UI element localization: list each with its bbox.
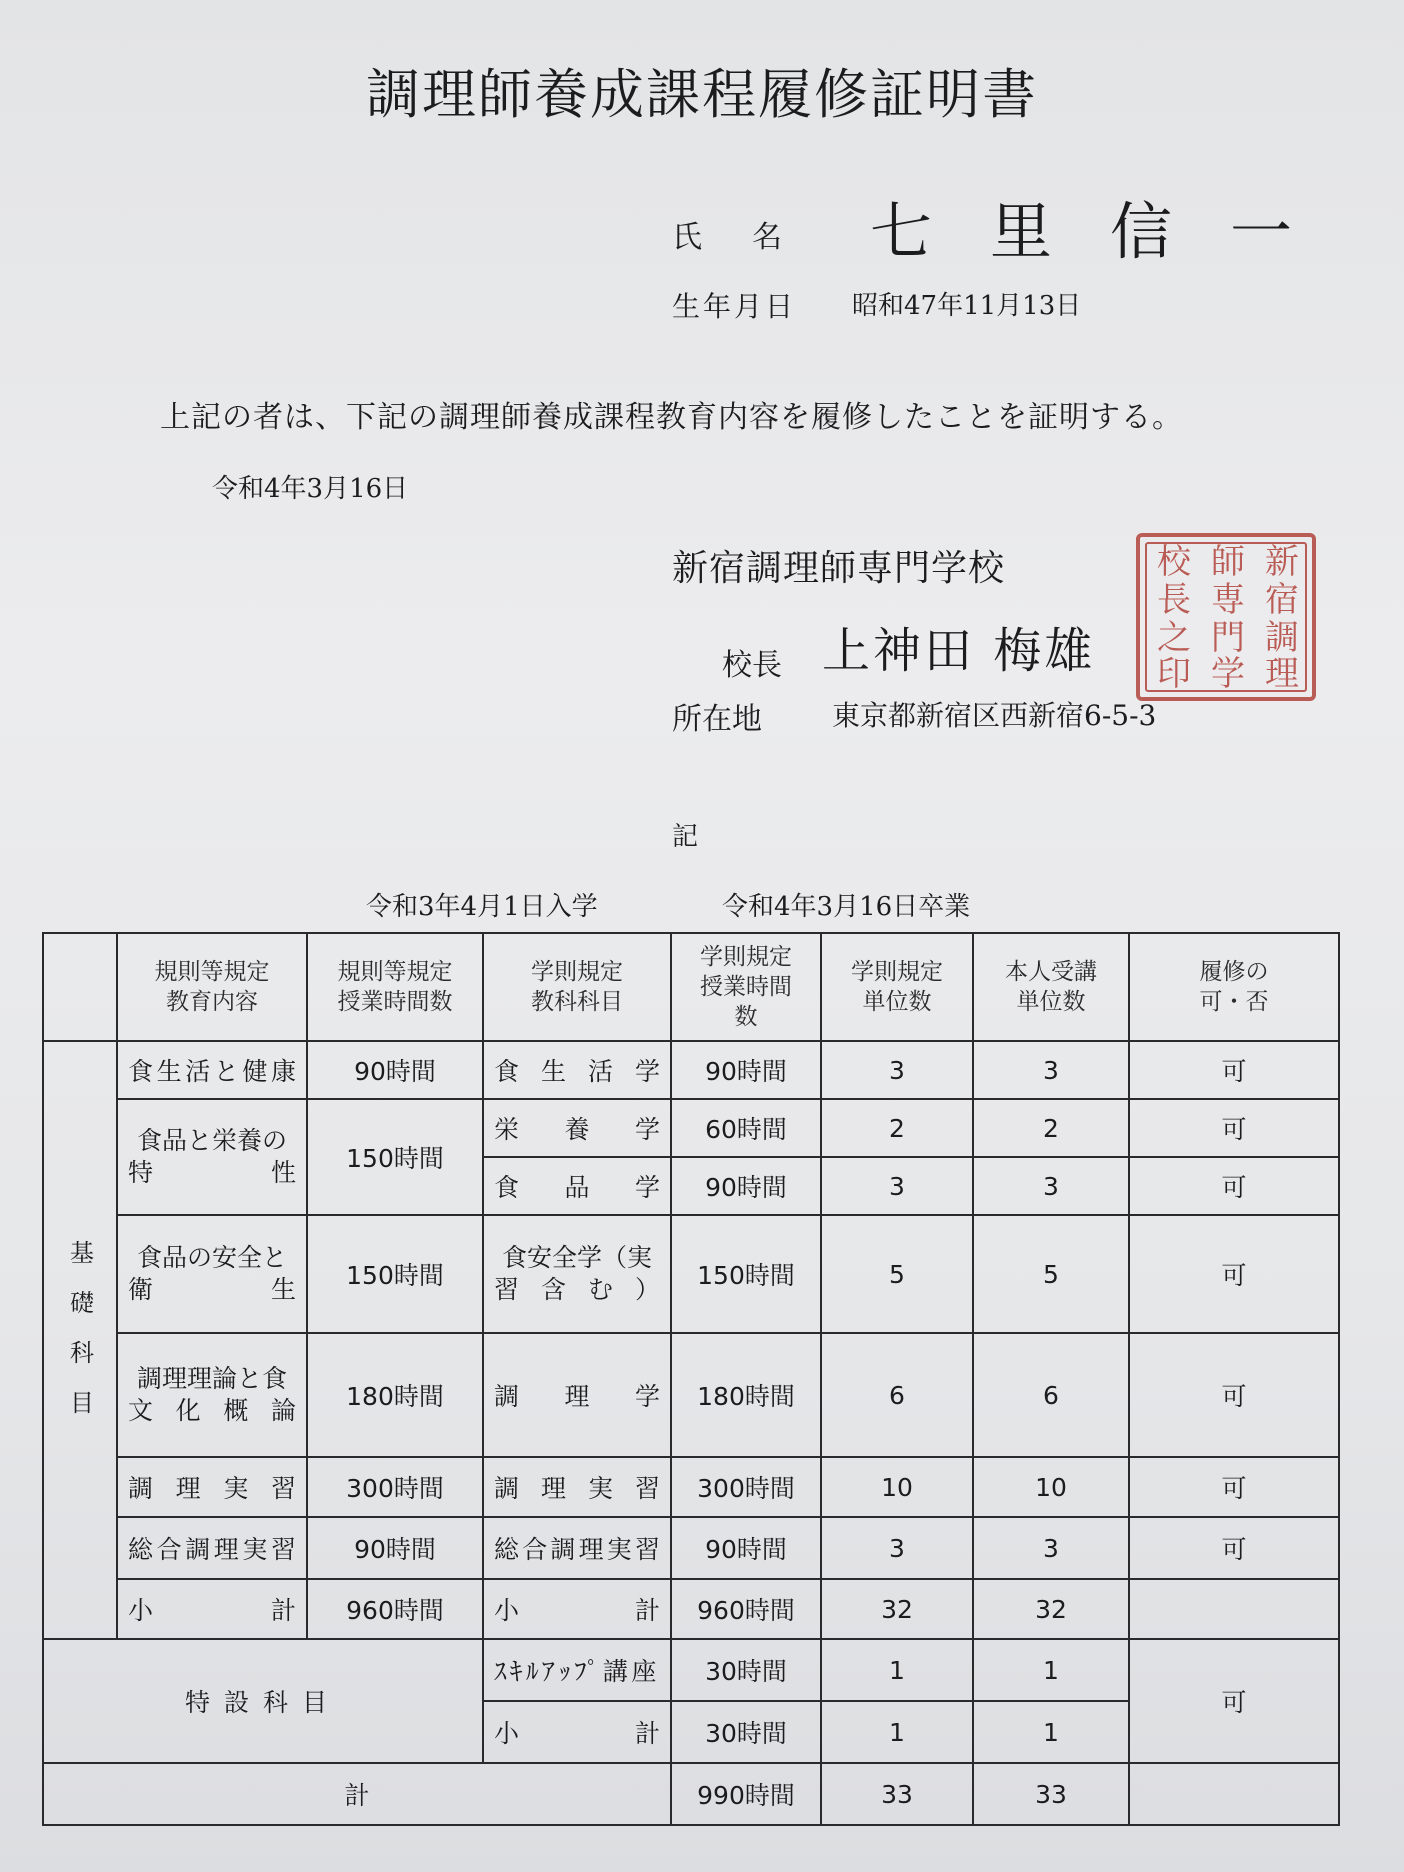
document-title: 調理師養成課程履修証明書 — [366, 63, 1038, 126]
student-name: 七里信一 — [870, 195, 1351, 268]
seal-character: 宿 — [1265, 580, 1299, 620]
birth-date-label: 生年月日 — [672, 290, 797, 323]
subject-cell: 小計 — [483, 1701, 671, 1763]
result-cell: 可 — [1129, 1457, 1339, 1517]
subject-cell: 食生活学 — [483, 1041, 671, 1099]
subject-hours-cell: 60時間 — [671, 1099, 821, 1157]
total-row — [43, 1763, 1339, 1825]
taken-cell: 2 — [973, 1099, 1129, 1157]
seal-character: 長 — [1157, 580, 1191, 620]
principal-label: 校長 — [722, 648, 782, 683]
result-cell: 可 — [1129, 1041, 1339, 1099]
result-cell: 可 — [1129, 1099, 1339, 1157]
record-marker: 記 — [672, 822, 699, 852]
taken-cell: 3 — [973, 1041, 1129, 1099]
content-cell: 食生活と健康 — [117, 1041, 307, 1099]
name-label: 氏名 — [672, 220, 832, 255]
seal-character: 印 — [1157, 654, 1191, 694]
subject-cell: 調理実習 — [483, 1457, 671, 1517]
hours-cell: 150時間 — [307, 1099, 483, 1215]
special-category-cell — [43, 1639, 483, 1763]
taken-cell: 6 — [973, 1333, 1129, 1457]
units-cell: 3 — [821, 1157, 973, 1215]
table-row — [43, 1457, 1339, 1517]
subject-hours-cell: 30時間 — [671, 1639, 821, 1701]
address-label: 所在地 — [672, 702, 762, 737]
seal-character: 師 — [1211, 542, 1245, 582]
table-row — [43, 1041, 1339, 1099]
enrollment-date: 令和3年4月1日入学 — [366, 892, 598, 922]
subject-hours-cell: 300時間 — [671, 1457, 821, 1517]
certification-statement: 上記の者は、下記の調理師養成課程教育内容を履修したことを証明する。 — [160, 400, 1183, 435]
result-cell: 可 — [1129, 1517, 1339, 1579]
seal-character: 調 — [1265, 618, 1299, 658]
subject-cell: 調理学 — [483, 1333, 671, 1457]
header-cell: 規則等規定 教育内容 — [117, 933, 307, 1041]
seal-character: 新 — [1265, 542, 1299, 582]
units-cell: 1 — [821, 1639, 973, 1701]
seal-character: 之 — [1157, 618, 1191, 658]
birth-date: 昭和47年11月13日 — [852, 291, 1082, 321]
units-cell: 1 — [821, 1701, 973, 1763]
table-row — [43, 1215, 1339, 1333]
units-cell: 32 — [821, 1579, 973, 1639]
result-cell: 可 — [1129, 1215, 1339, 1333]
seal-character: 学 — [1211, 654, 1245, 694]
result-cell: 可 — [1129, 1639, 1339, 1763]
hours-cell: 180時間 — [307, 1333, 483, 1457]
hours-cell: 300時間 — [307, 1457, 483, 1517]
hours-cell: 90時間 — [307, 1517, 483, 1579]
taken-cell: 1 — [973, 1701, 1129, 1763]
subject-cell: ｽｷﾙｱｯﾌﾟ講座 — [483, 1639, 671, 1701]
content-cell: 調理理論と食文化概論 — [117, 1333, 307, 1457]
seal-character: 理 — [1265, 654, 1299, 694]
content-cell: 食品と栄養の特性 — [117, 1099, 307, 1215]
seal-character: 門 — [1211, 618, 1245, 658]
basic-category-cell — [43, 1041, 117, 1639]
subject-hours-cell: 150時間 — [671, 1215, 821, 1333]
issue-date: 令和4年3月16日 — [212, 474, 409, 504]
hours-cell: 150時間 — [307, 1215, 483, 1333]
graduation-date: 令和4年3月16日卒業 — [722, 892, 971, 922]
taken-cell: 5 — [973, 1215, 1129, 1333]
content-cell: 調理実習 — [117, 1457, 307, 1517]
content-cell: 食品の安全と衛生 — [117, 1215, 307, 1333]
hours-cell: 90時間 — [307, 1041, 483, 1099]
units-cell: 2 — [821, 1099, 973, 1157]
content-cell: 小計 — [117, 1579, 307, 1639]
seal-character: 校 — [1157, 542, 1191, 582]
subject-hours-cell: 960時間 — [671, 1579, 821, 1639]
school-address: 東京都新宿区西新宿6-5-3 — [832, 699, 1157, 732]
special-row — [43, 1639, 1339, 1701]
course-record-table — [42, 932, 1340, 1826]
units-cell: 3 — [821, 1517, 973, 1579]
header-cell: 規則等規定 授業時間数 — [307, 933, 483, 1041]
header-cell: 学則規定 教科科目 — [483, 933, 671, 1041]
header-cell: 本人受講 単位数 — [973, 933, 1129, 1041]
header-cell: 学則規定 単位数 — [821, 933, 973, 1041]
taken-cell: 3 — [973, 1517, 1129, 1579]
table-header-row — [43, 933, 1339, 1041]
subject-cell: 栄養学 — [483, 1099, 671, 1157]
units-cell: 33 — [821, 1763, 973, 1825]
units-cell: 6 — [821, 1333, 973, 1457]
header-cell: 学則規定 授業時間 数 — [671, 933, 821, 1041]
seal-characters — [1140, 537, 1312, 697]
school-seal-stamp — [1136, 533, 1316, 701]
subject-hours-cell: 990時間 — [671, 1763, 821, 1825]
table-row — [43, 1333, 1339, 1457]
table-row — [43, 1517, 1339, 1579]
subject-hours-cell: 90時間 — [671, 1517, 821, 1579]
special-category-label: 特設科目 — [184, 1688, 341, 1717]
subject-hours-cell: 30時間 — [671, 1701, 821, 1763]
taken-cell: 32 — [973, 1579, 1129, 1639]
table-row — [43, 1099, 1339, 1157]
hours-cell: 960時間 — [307, 1579, 483, 1639]
subject-hours-cell: 180時間 — [671, 1333, 821, 1457]
header-corner — [43, 933, 117, 1041]
units-cell: 5 — [821, 1215, 973, 1333]
subject-cell: 食品学 — [483, 1157, 671, 1215]
subject-cell: 食安全学（実習含む） — [483, 1215, 671, 1333]
subject-cell: 小計 — [483, 1579, 671, 1639]
subject-hours-cell: 90時間 — [671, 1041, 821, 1099]
subtotal-row — [43, 1579, 1339, 1639]
header-cell: 履修の 可・否 — [1129, 933, 1339, 1041]
taken-cell: 33 — [973, 1763, 1129, 1825]
units-cell: 3 — [821, 1041, 973, 1099]
result-cell: 可 — [1129, 1157, 1339, 1215]
subject-cell: 総合調理実習 — [483, 1517, 671, 1579]
subject-hours-cell: 90時間 — [671, 1157, 821, 1215]
basic-category-label: 基礎科目 — [65, 1240, 94, 1440]
taken-cell: 1 — [973, 1639, 1129, 1701]
result-cell — [1129, 1763, 1339, 1825]
content-cell: 総合調理実習 — [117, 1517, 307, 1579]
result-cell: 可 — [1129, 1333, 1339, 1457]
seal-character: 専 — [1211, 580, 1245, 620]
units-cell: 10 — [821, 1457, 973, 1517]
principal-name: 上神田 梅雄 — [822, 623, 1096, 679]
result-cell — [1129, 1579, 1339, 1639]
taken-cell: 10 — [973, 1457, 1129, 1517]
school-name: 新宿調理師専門学校 — [672, 548, 1006, 589]
total-label-cell: 計 — [43, 1763, 671, 1825]
taken-cell: 3 — [973, 1157, 1129, 1215]
